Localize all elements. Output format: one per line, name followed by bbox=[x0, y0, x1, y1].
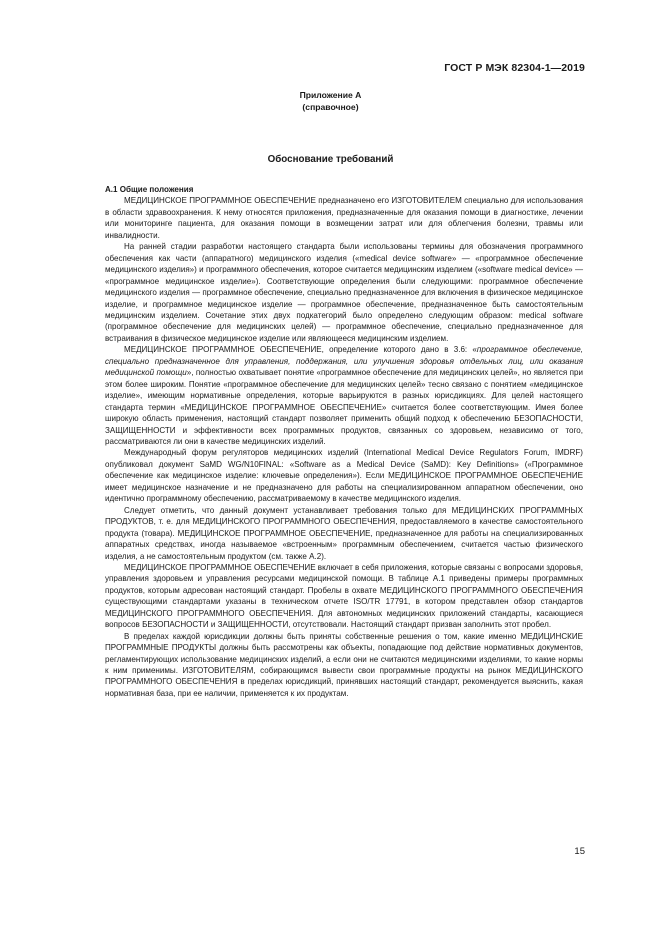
paragraph-text: МЕДИЦИНСКОЕ ПРОГРАММНОЕ ОБЕСПЕЧЕНИЕ предназначено его ИЗГОТОВИТЕЛЕМ специально для использования в области здравоохранения. К нему относятся приложения, предназначенные для оказания помощи в диагностике, лечении или мониторинге пациента, для оказания помощи в возмещении затрат или для облегчения болезни, травмы или инвалидности. bbox=[105, 196, 583, 240]
paragraph bbox=[105, 195, 583, 241]
paragraph-text: В пределах каждой юрисдикции должны быть приняты собственные решения о том, какие именно МЕДИЦИНСКИЕ ПРОГРАММНЫЕ ПРОДУКТЫ должны быть рассмотрены как объекты, попадающие под действие нормативных документов, регламентирующих использование медицинских изделий, а если они не считаются медицинскими изделиями, то какие нормы к ним применимы. ИЗГОТОВИТЕЛЯМ, собирающимся вывести свои программные продукты на рынок МЕДИЦИНСКОГО ПРОГРАММНОГО ОБЕСПЕЧЕНИЯ в пределах юрисдикций, принявших настоящий стандарт, рекомендуется выяснить, какая нормативная база, при ее наличии, применяется к их продуктам. bbox=[105, 631, 583, 698]
page-number: 15 bbox=[574, 846, 585, 857]
paragraph bbox=[105, 241, 583, 344]
paragraph-text: Международный форум регуляторов медицинских изделий (International Medical Device Regulators Forum, IMDRF) опубликовал документ SaMD WG/N10FINAL: «Software as a Medical Device (SaMD): Key Definitions» («Программное обеспечение как медицинское изделие: ключевые определения»). Если МЕДИЦИНСКОЕ ПРОГРАММНОЕ ОБЕСПЕЧЕНИЕ имеет медицинское назначение и не предназначено для работы на специализированном аппаратном обеспечении, оно идентично программному обеспечению, рассматриваемому в качестве медицинского изделия. bbox=[105, 448, 583, 504]
subsection-title: А.1 Общие положения bbox=[105, 185, 194, 194]
paragraph bbox=[105, 505, 583, 562]
annex-subtitle: (справочное) bbox=[302, 102, 359, 112]
document-body bbox=[105, 184, 583, 699]
paragraph-text: », полностью охватывает понятие «программное обеспечение для медицинских целей», но является при этом более широким. Понятие «программное обеспечение для медицинских целей» тесно связано с понятием «медицинское изделие», имеющим нормативные определения, которые варьируются в разных юрисдикциях. Для целей настоящего стандарта термин «МЕДИЦИНСКОЕ ПРОГРАММНОЕ ОБЕСПЕЧЕНИЕ» считается более соответствующим. Имея более широкую область применения, настоящий стандарт позволяет применить общий подход к обеспечению БЕЗОПАСНОСТИ, ЗАЩИЩЕННОСТИ и эффективности всех программных продуктов, связанных со здоровьем, независимо от того, рассматриваются ли они в качестве медицинских изделий. bbox=[105, 368, 583, 446]
paragraph bbox=[105, 344, 583, 447]
section-heading: Обоснование требований bbox=[267, 154, 394, 165]
paragraph-text: На ранней стадии разработки настоящего стандарта были использованы термины для обозначения программного обеспечения как части (аппаратного) медицинского изделия («medical device software» — «программное обеспечение медицинского изделия») и программного обеспечения, которое считается медицинским изделием («software medical device» — «программное медицинское изделие»). Соответствующие определения были следующими: программное обеспечение медицинского изделия — программное обеспечение, специально предназначенное для включения в физическое медицинское изделие, и программное медицинское изделие — программное обеспечение, предназначенное быть самостоятельным медицинским изделием. Сочетание этих двух подкатегорий было определено следующим образом: medical software (программное обеспечение для медицинских целей) — программное обеспечение, специально предназначенное для встраивания в физическое медицинское изделие или являющееся медицинским изделием. bbox=[105, 242, 583, 343]
paragraph-text: МЕДИЦИНСКОЕ ПРОГРАММНОЕ ОБЕСПЕЧЕНИЕ, определение которого дано в 3.6: « bbox=[124, 345, 477, 355]
annex-label bbox=[0, 89, 661, 113]
standard-code: ГОСТ Р МЭК 82304-1—2019 bbox=[444, 62, 585, 74]
paragraph-text: МЕДИЦИНСКОЕ ПРОГРАММНОЕ ОБЕСПЕЧЕНИЕ включает в себя приложения, которые связаны с вопросами здоровья, управления здоровьем и управления ресурсами медицинской помощи. В таблице А.1 приведены примеры программных продуктов, которым адресован настоящий стандарт. Пробелы в охвате МЕДИЦИНСКОГО ПРОГРАММНОГО ОБЕСПЕЧЕНИЯ существующими стандартами указаны в техническом отчете ISO/TR 17791, в котором представлен обзор стандартов МЕДИЦИНСКОГО ПРОГРАММНОГО ОБЕСПЕЧЕНИЯ. Для автономных медицинских приложений стандарты, касающиеся вопросов БЕЗОПАСНОСТИ и ЗАЩИЩЕННОСТИ, отсутствовали. Настоящий стандарт призван заполнить этот пробел. bbox=[105, 562, 583, 630]
paragraph bbox=[105, 631, 583, 700]
paragraph bbox=[105, 562, 583, 631]
paragraph-text: Следует отметить, что данный документ устанавливает требования только для МЕДИЦИНСКИХ ПРОГРАММНЫХ ПРОДУКТОВ, т. е. для МЕДИЦИНСКОГО ПРОГРАММНОГО ОБЕСПЕЧЕНИЯ, предоставляемого в качестве самостоятельного продукта (товара). МЕДИЦИНСКОЕ ПРОГРАММНОЕ ОБЕСПЕЧЕНИЕ, предназначенное для работы на специализированных аппаратных средствах, иногда называемое «встроенным» программным обеспечением, считается частью физического изделия, а не самостоятельным продуктом (см. также А.2). bbox=[105, 505, 583, 561]
paragraph bbox=[105, 447, 583, 504]
annex-title: Приложение А bbox=[299, 90, 362, 100]
definition-quote: программное обеспечение, специально предназначенное для управления, поддержания, или улучшения здоровья отдельных лиц, или оказания медицинской помощи bbox=[105, 345, 583, 378]
